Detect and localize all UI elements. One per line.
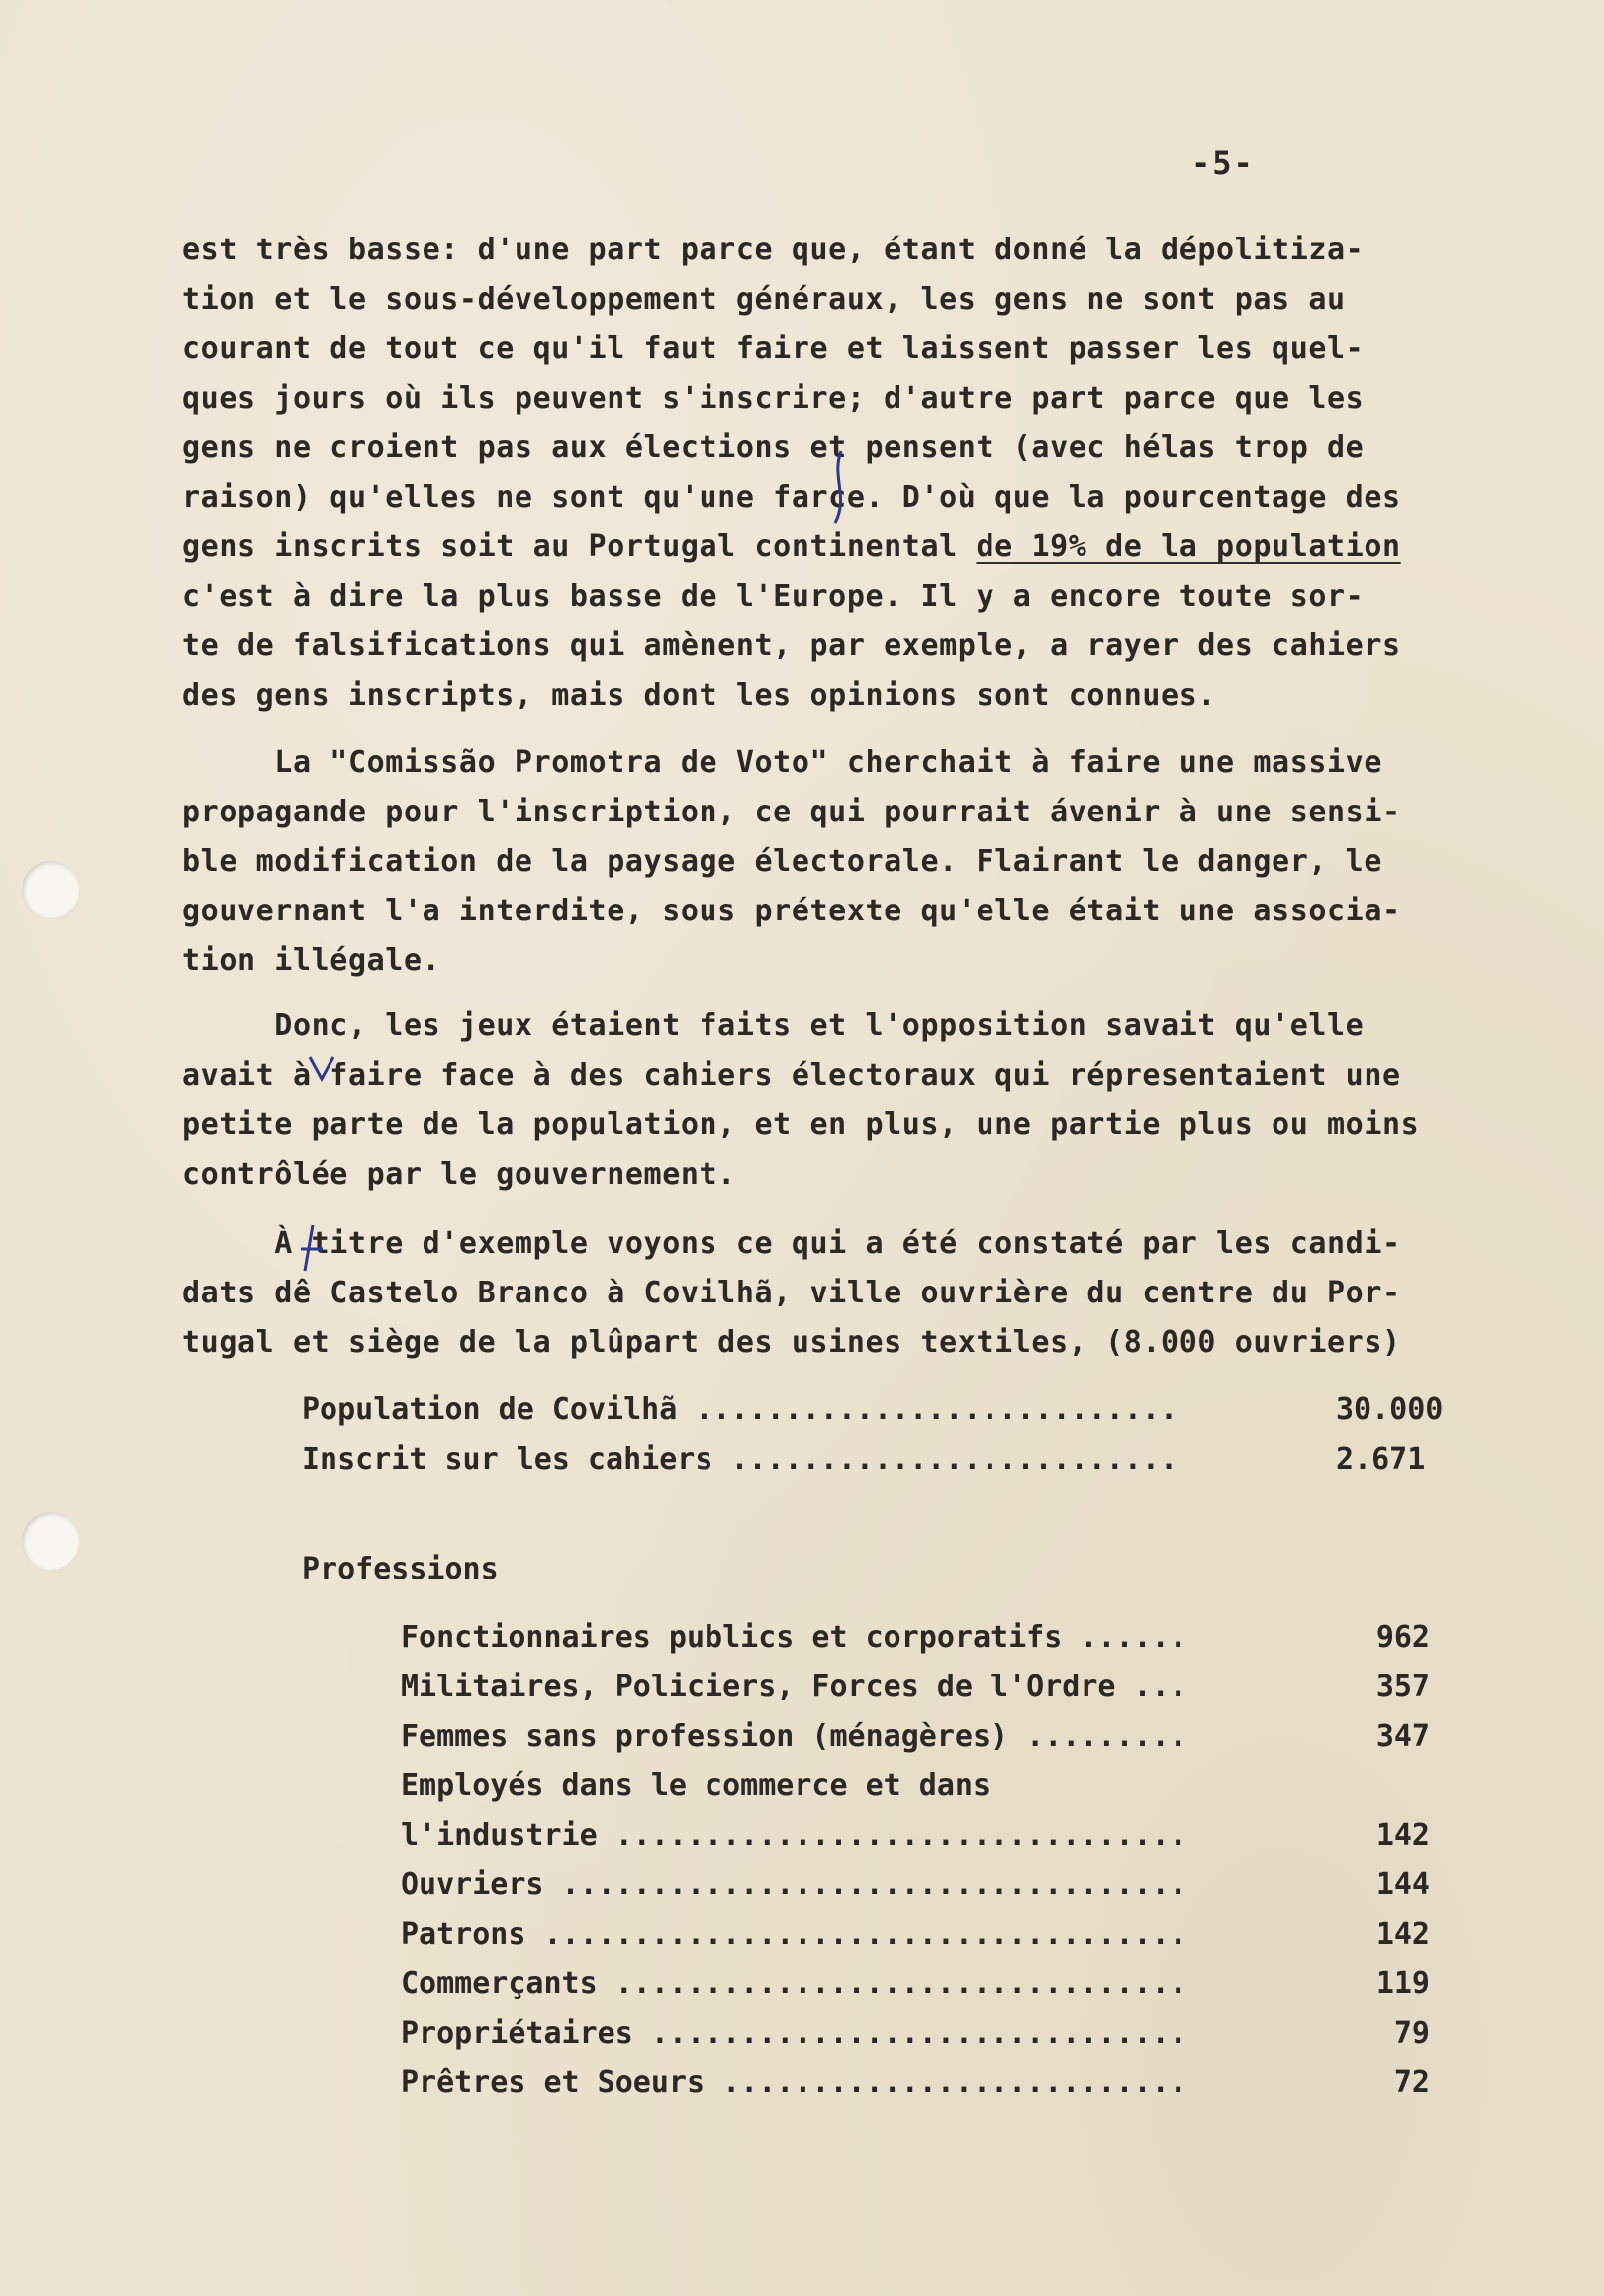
profession-count: 119 [1375, 1966, 1430, 2001]
paragraph-3 [182, 1002, 1518, 1199]
profession-row [401, 1663, 1430, 1712]
profession-label: Militaires, Policiers, Forces de l'Ordre ... [401, 1670, 1187, 1704]
page-number: -5- [1191, 144, 1255, 182]
text-line: tion et le sous-développement généraux, les gens ne sont pas au [182, 282, 1346, 317]
paragraph-1 [182, 226, 1518, 720]
text-line [182, 523, 1518, 572]
profession-count: 142 [1375, 1818, 1430, 1853]
profession-row [401, 1861, 1430, 1910]
stat-label: Inscrit sur les cahiers ......................... [302, 1442, 1179, 1477]
profession-label: Ouvriers ................................... [401, 1867, 1187, 1902]
professions-table [401, 1613, 1430, 2108]
profession-row [401, 1910, 1430, 1960]
profession-row [401, 2009, 1430, 2058]
text-line: des gens inscripts, mais dont les opinions sont connues. [182, 678, 1217, 713]
text-line: gouvernant l'a interdite, sous prétexte qu'elle était une associa- [182, 894, 1401, 928]
profession-count: 72 [1393, 2065, 1430, 2100]
text-line: Donc, les jeux étaient faits et l'opposition savait qu'elle [182, 1008, 1365, 1043]
profession-count: 144 [1375, 1867, 1430, 1902]
profession-count: 347 [1375, 1719, 1430, 1754]
underlined-phrase: de 19% de la population [976, 529, 1401, 564]
stat-label: Population de Covilhã ........................... [302, 1392, 1179, 1427]
text-line: c'est à dire la plus basse de l'Europe. Il y a encore toute sor- [182, 579, 1365, 614]
profession-row [401, 1712, 1430, 1762]
text-line: gens ne croient pas aux élections et pensent (avec hélas trop de [182, 430, 1365, 465]
text-line: petite parte de la population, et en plus, une partie plus ou moins [182, 1107, 1420, 1142]
text-line: est très basse: d'une part parce que, étant donné la dépolitiza- [182, 233, 1365, 267]
punch-hole [22, 861, 79, 918]
punch-hole [22, 1512, 79, 1570]
profession-label: Patrons .................................... [401, 1917, 1187, 1952]
text-line: raison) qu'elles ne sont qu'une farce. D'où que la pourcentage des [182, 480, 1401, 515]
stat-value: 30.000 [1336, 1392, 1444, 1427]
paragraph-2 [182, 738, 1518, 986]
profession-label: Employés dans le commerce et dans [401, 1769, 991, 1803]
stat-row [302, 1386, 1444, 1435]
text-line: avait à faire face à des cahiers électoraux qui répresentaient une [182, 1058, 1401, 1093]
profession-count: 79 [1393, 2016, 1430, 2051]
stat-value: 2.671 [1336, 1442, 1426, 1477]
profession-label: Fonctionnaires publics et corporatifs ...... [401, 1620, 1187, 1655]
covilha-stats [302, 1386, 1444, 1484]
text-line: À titre d'exemple voyons ce qui a été constaté par les candi- [182, 1226, 1401, 1261]
stat-row [302, 1435, 1440, 1484]
text-line: La "Comissão Promotra de Voto" cherchait à faire une massive [182, 745, 1382, 780]
text-line: propagande pour l'inscription, ce qui pourrait ávenir à une sensi- [182, 795, 1401, 829]
profession-count: 962 [1375, 1620, 1430, 1655]
text-line: tugal et siège de la plûpart des usines textiles, (8.000 ouvriers) [182, 1325, 1401, 1360]
text-line: tion illégale. [182, 943, 441, 978]
text-line: te de falsifications qui amènent, par exemple, a rayer des cahiers [182, 628, 1401, 663]
profession-row [401, 1960, 1430, 2009]
profession-row [401, 2058, 1430, 2108]
text-line: ble modification de la paysage électorale. Flairant le danger, le [182, 844, 1382, 879]
text-line: courant de tout ce qu'il faut faire et laissent passer les quel- [182, 332, 1365, 366]
profession-label: Propriétaires .............................. [401, 2016, 1187, 2051]
profession-label: Prêtres et Soeurs .......................... [401, 2065, 1187, 2100]
professions-title: Professions [302, 1552, 499, 1586]
profession-label: Commerçants ................................ [401, 1966, 1187, 2001]
text-line: dats dê Castelo Branco à Covilhã, ville ouvrière du centre du Por- [182, 1276, 1401, 1310]
text-line: contrôlée par le gouvernement. [182, 1157, 736, 1192]
profession-count: 142 [1375, 1917, 1430, 1952]
profession-label: l'industrie ................................ [401, 1818, 1187, 1853]
paragraph-4 [182, 1219, 1518, 1368]
profession-row [401, 1613, 1430, 1663]
profession-label: Femmes sans profession (ménagères) ......... [401, 1719, 1187, 1754]
profession-row [401, 1762, 1430, 1811]
text-segment: gens inscrits soit au Portugal continental [182, 529, 977, 564]
profession-count: 357 [1375, 1670, 1430, 1704]
profession-row [401, 1811, 1430, 1861]
text-line: ques jours où ils peuvent s'inscrire; d'autre part parce que les [182, 381, 1365, 416]
